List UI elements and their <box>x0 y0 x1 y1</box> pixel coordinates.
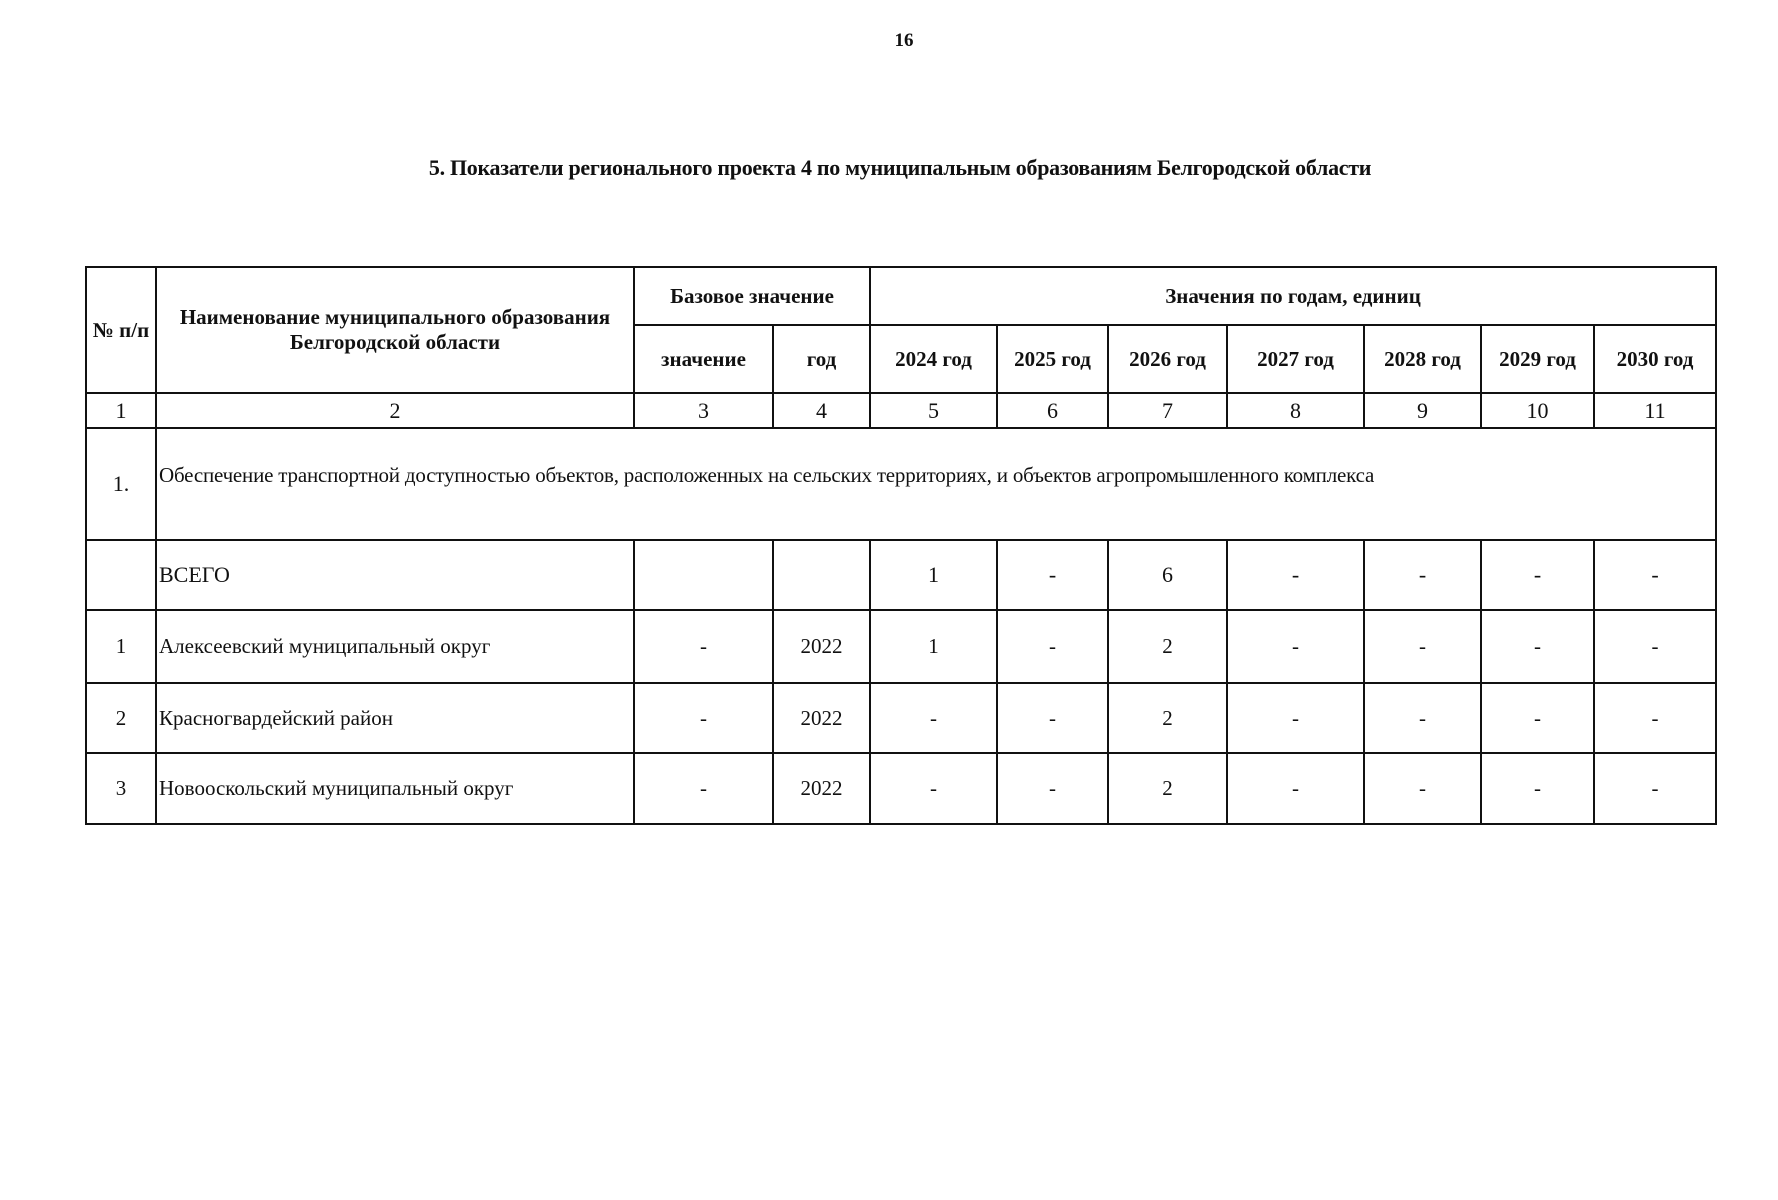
section-number: 1. <box>86 428 156 540</box>
header-year-2027: 2027 год <box>1227 325 1364 393</box>
header-year-2024: 2024 год <box>870 325 997 393</box>
header-municipality-name: Наименование муниципального образования Белгородской области <box>156 267 634 393</box>
base-year: 2022 <box>773 753 870 824</box>
value-2025: - <box>997 610 1108 683</box>
value-2026: 2 <box>1108 610 1227 683</box>
value-2027: - <box>1227 610 1364 683</box>
municipality-name: Алексеевский муниципальный округ <box>156 610 634 683</box>
document-title: 5. Показатели регионального проекта 4 по муниципальным образованиям Белгородской области <box>428 155 1372 180</box>
value-2026: 2 <box>1108 753 1227 824</box>
base-value: - <box>634 753 773 824</box>
column-number: 11 <box>1594 393 1716 428</box>
value-2030: - <box>1594 610 1716 683</box>
section-row <box>86 428 1716 540</box>
column-number: 7 <box>1108 393 1227 428</box>
total-label: ВСЕГО <box>156 540 634 610</box>
total-row <box>86 540 1716 610</box>
row-number: 1 <box>86 610 156 683</box>
value-2028: - <box>1364 610 1481 683</box>
value-2030: - <box>1594 753 1716 824</box>
value-2027: - <box>1227 683 1364 753</box>
header-base-value: значение <box>634 325 773 393</box>
total-base-year <box>773 540 870 610</box>
total-value-2026: 6 <box>1108 540 1227 610</box>
municipality-name: Новооскольский муниципальный округ <box>156 753 634 824</box>
column-number: 5 <box>870 393 997 428</box>
column-number: 6 <box>997 393 1108 428</box>
municipality-name: Красногвардейский район <box>156 683 634 753</box>
table-row <box>86 610 1716 683</box>
value-2030: - <box>1594 683 1716 753</box>
value-2029: - <box>1481 753 1594 824</box>
column-number: 1 <box>86 393 156 428</box>
header-year-2025: 2025 год <box>997 325 1108 393</box>
value-2027: - <box>1227 753 1364 824</box>
value-2024: - <box>870 683 997 753</box>
column-number: 4 <box>773 393 870 428</box>
total-value-2024: 1 <box>870 540 997 610</box>
header-base-value-group: Базовое значение <box>634 267 870 325</box>
value-2028: - <box>1364 753 1481 824</box>
header-row-number: № п/п <box>86 267 156 393</box>
total-value-2025: - <box>997 540 1108 610</box>
row-number: 3 <box>86 753 156 824</box>
table-row <box>86 753 1716 824</box>
header-base-year: год <box>773 325 870 393</box>
page-number: 16 <box>894 30 914 51</box>
base-value: - <box>634 683 773 753</box>
column-number: 2 <box>156 393 634 428</box>
indicators-table <box>85 266 1717 825</box>
column-number: 9 <box>1364 393 1481 428</box>
table-row <box>86 683 1716 753</box>
total-value-2029: - <box>1481 540 1594 610</box>
total-number <box>86 540 156 610</box>
section-label: Обеспечение транспортной доступностью объектов, расположенных на сельских территориях, и объектов агропромышленного комплекса <box>156 428 1716 540</box>
base-year: 2022 <box>773 683 870 753</box>
header-years-group: Значения по годам, единиц <box>870 267 1716 325</box>
base-value: - <box>634 610 773 683</box>
header-year-2029: 2029 год <box>1481 325 1594 393</box>
header-year-2026: 2026 год <box>1108 325 1227 393</box>
total-value-2027: - <box>1227 540 1364 610</box>
column-number: 3 <box>634 393 773 428</box>
column-number-row <box>86 393 1716 428</box>
total-value-2028: - <box>1364 540 1481 610</box>
value-2029: - <box>1481 683 1594 753</box>
header-year-2028: 2028 год <box>1364 325 1481 393</box>
base-year: 2022 <box>773 610 870 683</box>
value-2025: - <box>997 753 1108 824</box>
column-number: 10 <box>1481 393 1594 428</box>
total-value-2030: - <box>1594 540 1716 610</box>
total-base-value <box>634 540 773 610</box>
value-2024: - <box>870 753 997 824</box>
row-number: 2 <box>86 683 156 753</box>
value-2024: 1 <box>870 610 997 683</box>
header-year-2030: 2030 год <box>1594 325 1716 393</box>
column-number: 8 <box>1227 393 1364 428</box>
value-2025: - <box>997 683 1108 753</box>
value-2026: 2 <box>1108 683 1227 753</box>
value-2028: - <box>1364 683 1481 753</box>
value-2029: - <box>1481 610 1594 683</box>
